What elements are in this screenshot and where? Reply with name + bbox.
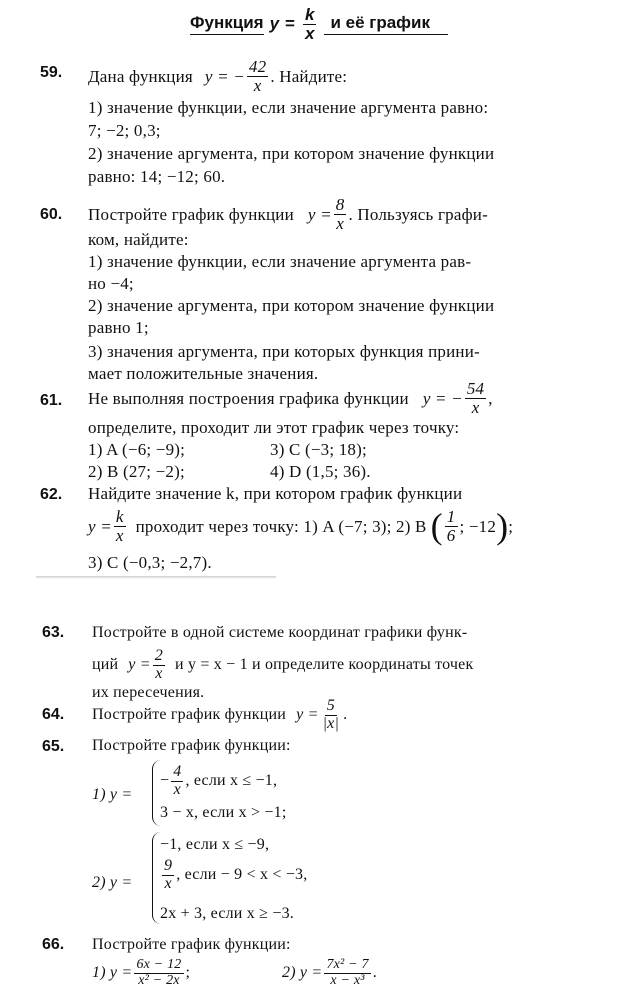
p64-frac-den: |x| <box>322 714 340 732</box>
p65-s2-row3: 2x + 3, если x ≥ −3. <box>160 905 294 922</box>
p61-line1 <box>88 380 493 417</box>
p64-line <box>92 698 347 733</box>
p66-b-end: . <box>372 964 377 982</box>
p62-y: y = <box>88 516 112 536</box>
p61-option-1: 1) A (−6; −9); <box>88 440 186 459</box>
problem-59-line1 <box>88 58 347 95</box>
title-eq: = <box>285 14 295 34</box>
p62-text2: ; −12 <box>459 516 497 536</box>
p60-line7: 3) значения аргумента, при которых функция прини- <box>88 342 480 361</box>
p61-line2: определите, проходит ли этот график через точку: <box>88 418 460 437</box>
p60-line5: 2) значение аргумента, при котором значение функции <box>88 296 495 315</box>
p61-option-2: 2) B (27; −2); <box>88 462 185 481</box>
p60-fraction <box>334 196 347 233</box>
p66-part1 <box>92 958 190 988</box>
title-fraction <box>303 6 316 43</box>
p60-line3: 1) значение функции, если значение аргумента рав- <box>88 252 472 271</box>
p65-s2-label: 2) y = <box>92 874 133 891</box>
p62-frac-den: x <box>115 525 124 545</box>
problem-59-number: 59. <box>40 64 63 81</box>
p59-line3: 7; −2; 0,3; <box>88 121 161 140</box>
problem-62-number: 62. <box>40 486 63 503</box>
p65-s2-row2 <box>160 858 307 893</box>
p60-frac-den: x <box>336 213 344 233</box>
p61-option-3: 3) C (−3; 18); <box>270 440 367 459</box>
p66-a-den: x² − 2x <box>138 972 180 988</box>
p64-end: . <box>343 706 348 724</box>
p60-y: y = <box>307 204 332 224</box>
p59-frac-den: x <box>253 75 262 95</box>
p60-text: Постройте график функции <box>88 204 294 224</box>
problem-61-number: 61. <box>40 392 63 409</box>
p63-line2 <box>92 648 473 683</box>
p62-fraction2 <box>445 508 458 545</box>
p59-find: . Найдите: <box>270 66 348 86</box>
p64-y: y = <box>296 706 319 724</box>
p62-frac2-num: 1 <box>446 507 456 526</box>
p62-fraction <box>114 508 126 545</box>
p64-frac-num: 5 <box>326 697 335 714</box>
p66-b-den: x − x³ <box>330 972 365 988</box>
problem-65-number: 65. <box>42 738 65 755</box>
p66-b-fraction <box>324 958 370 988</box>
p65-s2-frac-num: 9 <box>164 857 173 874</box>
p66-b-num: 7x² − 7 <box>326 957 369 972</box>
title-prefix: Функция <box>190 13 264 35</box>
p59-fraction <box>247 58 268 95</box>
p63-text2: и y = x − 1 и определите координаты точек <box>175 656 474 674</box>
p61-option-4: 4) D (1,5; 36). <box>270 462 371 481</box>
p65-s2-row1: −1, если x ≤ −9, <box>160 836 270 853</box>
title-k: k <box>304 5 315 24</box>
p63-line3: их пересечения. <box>92 684 205 701</box>
cutoff-artifact <box>36 576 276 579</box>
p65-s1-fraction <box>171 764 183 799</box>
p65-s2-fraction <box>162 858 174 893</box>
p60-frac-num: 8 <box>335 195 345 214</box>
p61-comma: , <box>488 388 493 408</box>
p62-line1: Найдите значение k, при котором график функции <box>88 484 463 503</box>
section-title <box>190 6 448 43</box>
p66-b-label: 2) y = <box>282 964 323 982</box>
problem-66-number: 66. <box>42 936 65 953</box>
p65-s2-cond2: , если − 9 < x < −3, <box>176 866 308 884</box>
title-x: x <box>304 23 315 43</box>
p65-text: Постройте график функции: <box>92 737 291 754</box>
p63-text: ций <box>92 656 119 674</box>
title-y: y <box>269 14 280 34</box>
p61-fraction <box>465 380 486 417</box>
p64-fraction <box>321 698 342 733</box>
p63-fraction <box>153 648 165 683</box>
p61-frac-den: x <box>471 397 480 417</box>
p65-s1-minus: − <box>160 772 170 790</box>
p66-text: Постройте график функции: <box>92 936 291 953</box>
p65-s2-frac-den: x <box>164 874 172 892</box>
problem-60-number: 60. <box>40 206 63 223</box>
p62-text: проходит через точку: 1) A (−7; 3); 2) B <box>135 516 427 536</box>
p62-line3: 3) C (−0,3; −2,7). <box>88 553 212 572</box>
p59-y: y = − <box>204 66 245 86</box>
p65-s1-label: 1) y = <box>92 786 133 803</box>
p59-text: Дана функция <box>88 66 193 86</box>
p60-text2: . Пользуясь графи- <box>348 204 488 224</box>
p62-frac-num: k <box>115 507 124 526</box>
p61-frac-num: 54 <box>466 379 485 398</box>
p63-y: y = <box>128 656 151 674</box>
p62-semicolon: ; <box>508 516 514 536</box>
p59-frac-num: 42 <box>248 57 267 76</box>
p59-line5: равно: 14; −12; 60. <box>88 167 226 186</box>
p63-frac-num: 2 <box>154 647 163 664</box>
p63-frac-den: x <box>155 664 163 682</box>
p60-line6: равно 1; <box>88 318 149 337</box>
p66-a-label: 1) y = <box>92 964 133 982</box>
p59-line4: 2) значение аргумента, при котором значение функции <box>88 144 495 163</box>
p65-s1-row1 <box>160 764 277 799</box>
problem-63-number: 63. <box>42 624 65 641</box>
p61-y: y = − <box>422 388 463 408</box>
p66-a-end: ; <box>185 964 191 982</box>
p60-line2: ком, найдите: <box>88 230 189 249</box>
p64-text: Постройте график функции <box>92 706 287 724</box>
p66-part2 <box>282 958 377 988</box>
p65-s1-frac-den: x <box>173 780 181 798</box>
p61-text: Не выполняя построения графика функции <box>88 388 409 408</box>
p62-line2: y = $\frac{k}{x}$ проходит через точку: 1) A (−7; 3); 2) B ( $\frac{1}{6}$ ; −12 ) ; <box>88 506 514 547</box>
p65-s1-row2: 3 − x, если x > −1; <box>160 804 287 821</box>
p65-s1-cond1: , если x ≤ −1, <box>185 772 278 790</box>
p66-a-fraction <box>134 958 183 988</box>
p60-line8: мает положительные значения. <box>88 364 319 383</box>
title-suffix: и её график <box>324 13 448 35</box>
problem-64-number: 64. <box>42 706 65 723</box>
p62-frac2-den: 6 <box>446 525 456 545</box>
p66-a-num: 6x − 12 <box>136 957 182 972</box>
p59-line2: 1) значение функции, если значение аргумента равно: <box>88 98 489 117</box>
p65-s1-frac-num: 4 <box>173 763 182 780</box>
p60-line4: но −4; <box>88 274 134 293</box>
p63-line1: Постройте в одной системе координат графики функ- <box>92 624 468 641</box>
